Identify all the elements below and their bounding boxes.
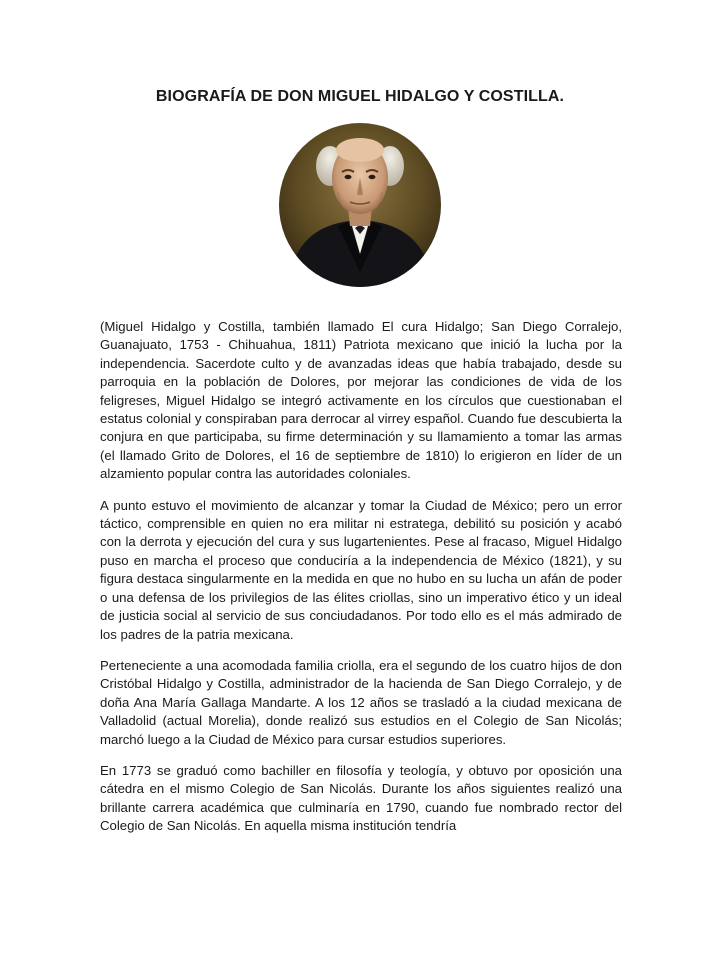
page-title: BIOGRAFÍA DE DON MIGUEL HIDALGO Y COSTILLA.	[155, 88, 565, 105]
paragraph: Perteneciente a una acomodada familia criolla, era el segundo de los cuatro hijos de don Cristóbal Hidalgo y Costilla, administrador de la hacienda de San Diego Corralejo, y de doña Ana María Gallaga Mandarte. A los 12 años se trasladó a la ciudad mexicana de Valladolid (actual Morelia), donde realizó sus estudios en el Colegio de San Nicolás; marchó luego a la Ciudad de México para cursar estudios superiores.	[100, 657, 622, 747]
paragraph: En 1773 se graduó como bachiller en filosofía y teología, y obtuvo por oposición una cátedra en el mismo Colegio de San Nicolás. Durante los años siguientes realizó una brillante carrera académica que culminaría en 1790, cuando fue nombrado rector del Colegio de San Nicolás. En aquella misma institución tendría	[100, 762, 622, 834]
paragraph: A punto estuvo el movimiento de alcanzar y tomar la Ciudad de México; pero un error táctico, comprensible en quien no era militar ni estratega, debilitó su posición y acabó con la derrota y ejecución del cura y sus lugartenientes. Pese al fracaso, Miguel Hidalgo puso en marcha el proceso que conduciría a la independencia de México (1821), y su figura destaca singularmente en la medida en que no hubo en su lucha un afán de poder o una defensa de los privilegios de las élites criollas, sino un imperativo ético y un ideal de justicia social al servicio de sus conciudadanos. Por todo ello es el más admirado de los padres de la patria mexicana.	[100, 497, 622, 642]
biography-text	[100, 318, 622, 849]
portrait-image	[278, 122, 442, 288]
paragraph: (Miguel Hidalgo y Costilla, también llamado El cura Hidalgo; San Diego Corralejo, Guanajuato, 1753 - Chihuahua, 1811) Patriota mexicano que inició la lucha por la independencia. Sacerdote culto y de avanzadas ideas que había trabajado, desde su parroquia en la población de Dolores, por mejorar las condiciones de vida de los feligreses, Miguel Hidalgo se integró activamente en los círculos que cuestionaban el estatus colonial y conspiraban para derrocar al virrey español. Cuando fue descubierta la conjura en que participaba, su firme determinación y su llamamiento a tomar las armas (el llamado Grito de Dolores, el 16 de septiembre de 1810) lo erigieron en líder de un alzamiento popular contra las autoridades coloniales.	[100, 319, 622, 482]
